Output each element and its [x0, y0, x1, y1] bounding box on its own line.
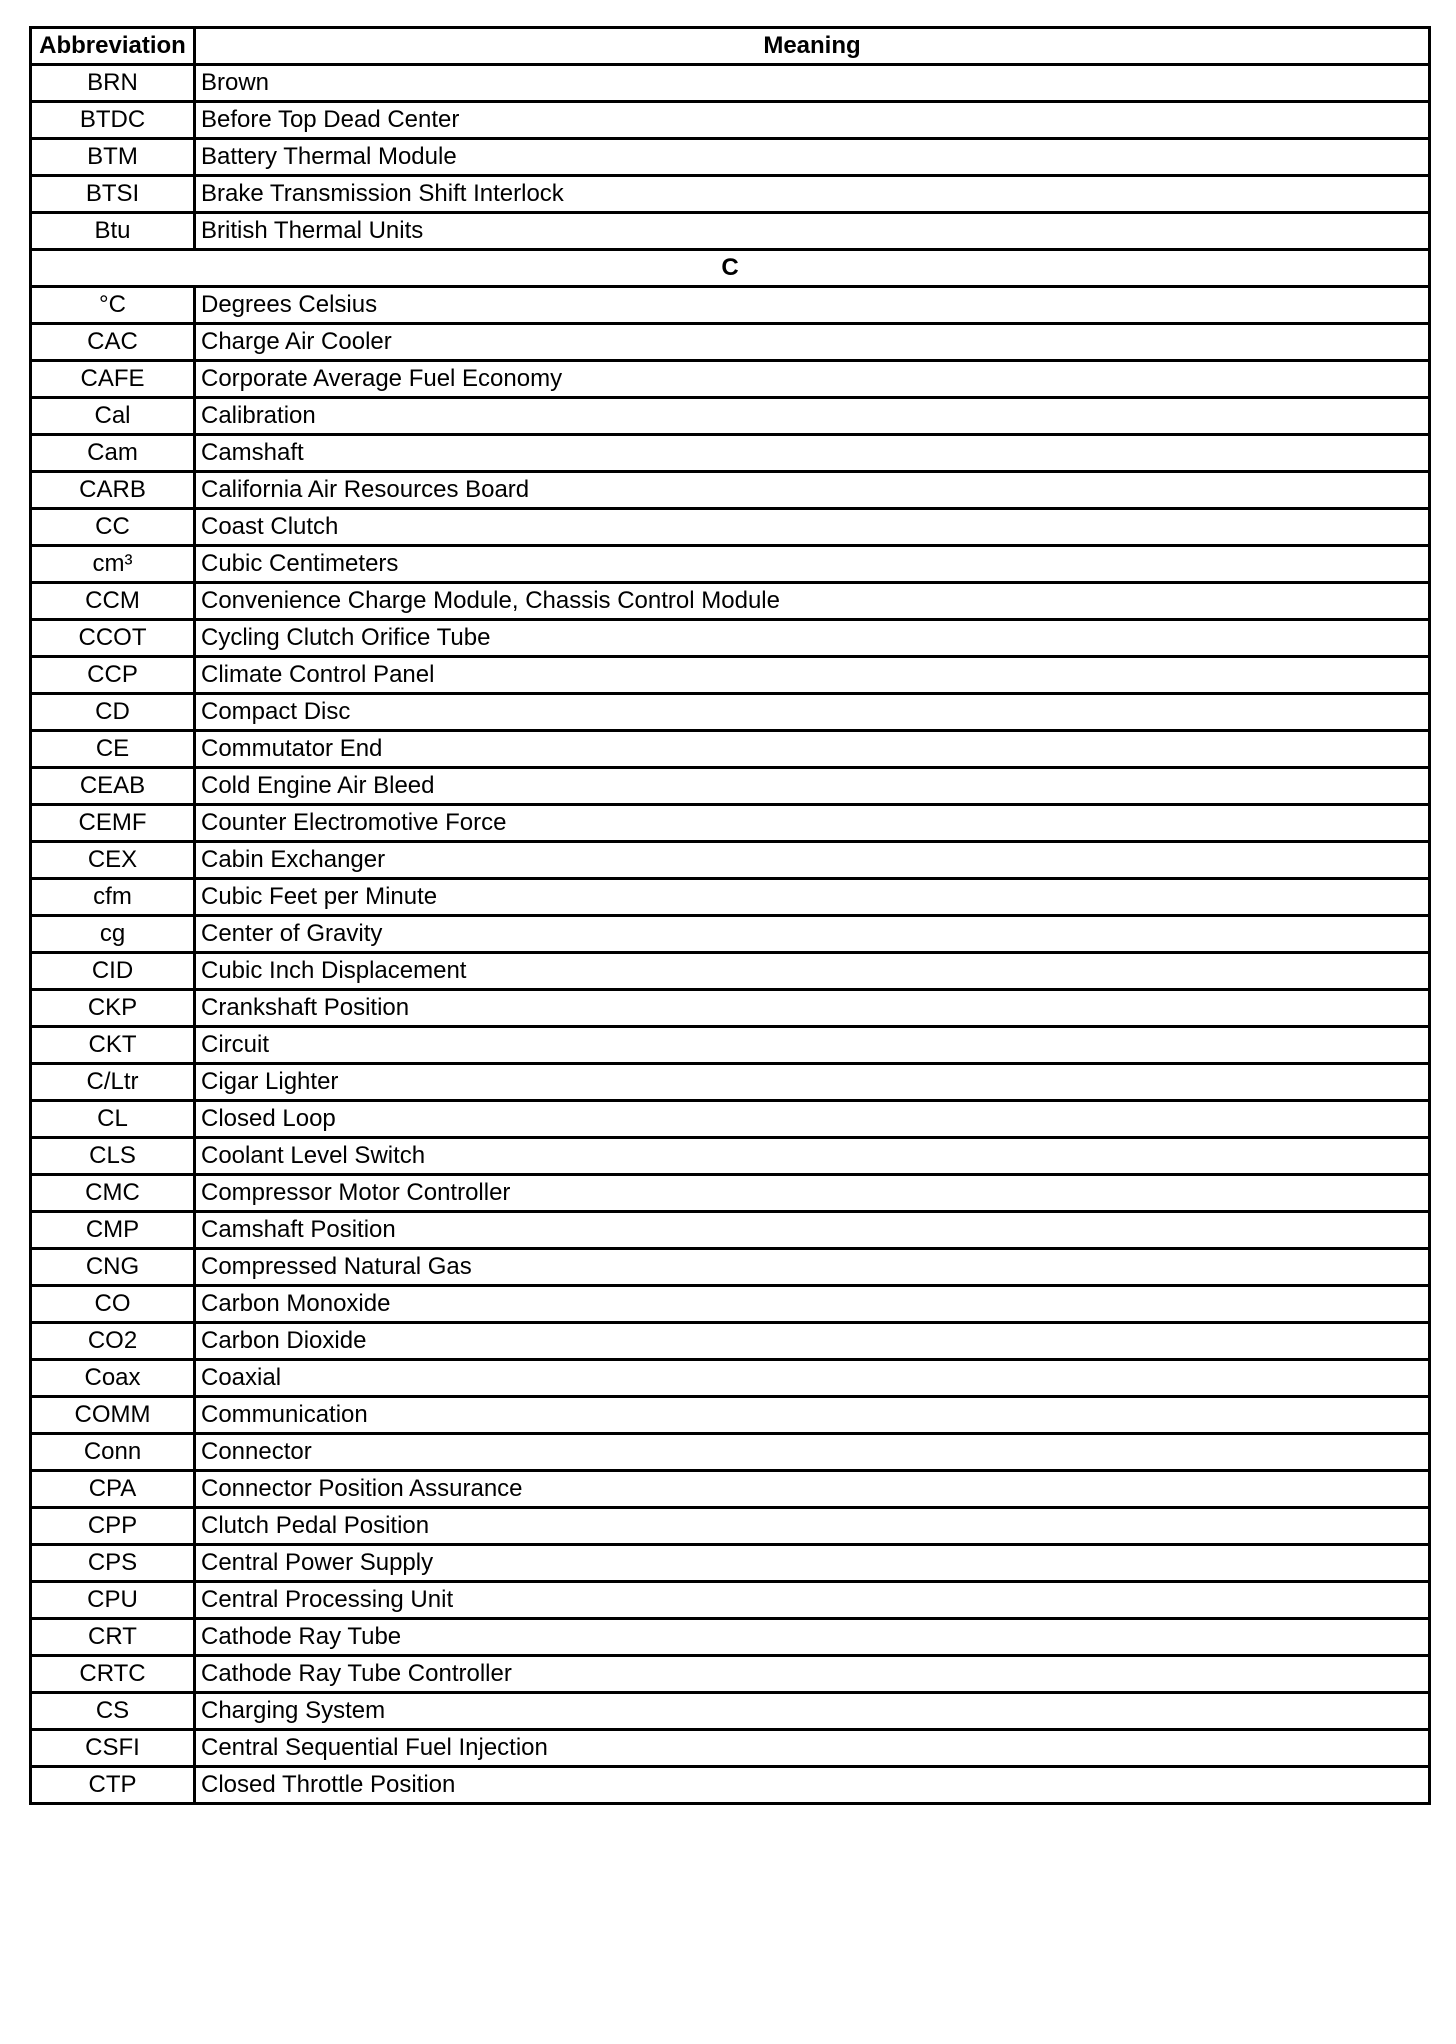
meaning-cell: Connector Position Assurance	[195, 1471, 1430, 1508]
meaning-cell: Cubic Inch Displacement	[195, 953, 1430, 990]
table-row	[31, 1656, 1430, 1693]
meaning-cell: Closed Loop	[195, 1101, 1430, 1138]
abbreviation-cell: CCOT	[31, 620, 195, 657]
meaning-cell: Cigar Lighter	[195, 1064, 1430, 1101]
table-row	[31, 805, 1430, 842]
abbreviation-cell: CC	[31, 509, 195, 546]
abbreviation-cell: cg	[31, 916, 195, 953]
abbreviation-cell: CKT	[31, 1027, 195, 1064]
abbreviation-cell: CKP	[31, 990, 195, 1027]
meaning-cell: Cabin Exchanger	[195, 842, 1430, 879]
table-row	[31, 1138, 1430, 1175]
table-row	[31, 1286, 1430, 1323]
meaning-cell: Cold Engine Air Bleed	[195, 768, 1430, 805]
abbreviation-cell: CCP	[31, 657, 195, 694]
meaning-cell: Counter Electromotive Force	[195, 805, 1430, 842]
abbreviation-cell: CL	[31, 1101, 195, 1138]
abbreviation-cell: CEAB	[31, 768, 195, 805]
abbreviation-cell: CCM	[31, 583, 195, 620]
abbreviation-cell: CRT	[31, 1619, 195, 1656]
header-abbreviation: Abbreviation	[31, 28, 195, 65]
abbreviation-cell: CMP	[31, 1212, 195, 1249]
table-row	[31, 1434, 1430, 1471]
table-row	[31, 953, 1430, 990]
table-row	[31, 657, 1430, 694]
abbreviation-cell: CARB	[31, 472, 195, 509]
meaning-cell: Circuit	[195, 1027, 1430, 1064]
table-row	[31, 509, 1430, 546]
abbreviation-cell: BTSI	[31, 176, 195, 213]
table-row	[31, 731, 1430, 768]
table-row	[31, 1027, 1430, 1064]
meaning-cell: Cycling Clutch Orifice Tube	[195, 620, 1430, 657]
meaning-cell: Calibration	[195, 398, 1430, 435]
meaning-cell: Cubic Feet per Minute	[195, 879, 1430, 916]
table-row	[31, 1508, 1430, 1545]
abbreviation-cell: cm³	[31, 546, 195, 583]
meaning-cell: Compact Disc	[195, 694, 1430, 731]
table-row	[31, 435, 1430, 472]
abbreviation-cell: CS	[31, 1693, 195, 1730]
table-row	[31, 213, 1430, 250]
meaning-cell: Degrees Celsius	[195, 287, 1430, 324]
abbreviation-cell: BTM	[31, 139, 195, 176]
meaning-cell: Cubic Centimeters	[195, 546, 1430, 583]
meaning-cell: Carbon Monoxide	[195, 1286, 1430, 1323]
table-row	[31, 842, 1430, 879]
table-row	[31, 583, 1430, 620]
abbreviation-cell: CNG	[31, 1249, 195, 1286]
meaning-cell: Coaxial	[195, 1360, 1430, 1397]
meaning-cell: Central Processing Unit	[195, 1582, 1430, 1619]
meaning-cell: Central Power Supply	[195, 1545, 1430, 1582]
abbreviation-cell: CE	[31, 731, 195, 768]
table-row	[31, 176, 1430, 213]
meaning-cell: Crankshaft Position	[195, 990, 1430, 1027]
abbreviation-cell: BRN	[31, 65, 195, 102]
table-row	[31, 1730, 1430, 1767]
meaning-cell: Central Sequential Fuel Injection	[195, 1730, 1430, 1767]
meaning-cell: Carbon Dioxide	[195, 1323, 1430, 1360]
abbreviation-cell: CO2	[31, 1323, 195, 1360]
table-row	[31, 546, 1430, 583]
table-row	[31, 398, 1430, 435]
table-row	[31, 1693, 1430, 1730]
table-row	[31, 1323, 1430, 1360]
table-row	[31, 1582, 1430, 1619]
abbreviation-cell: COMM	[31, 1397, 195, 1434]
meaning-cell: Corporate Average Fuel Economy	[195, 361, 1430, 398]
abbreviation-cell: CRTC	[31, 1656, 195, 1693]
meaning-cell: Battery Thermal Module	[195, 139, 1430, 176]
meaning-cell: Center of Gravity	[195, 916, 1430, 953]
abbreviation-cell: CEMF	[31, 805, 195, 842]
table-row	[31, 1101, 1430, 1138]
meaning-cell: Compressor Motor Controller	[195, 1175, 1430, 1212]
abbreviation-cell: CPU	[31, 1582, 195, 1619]
table-row	[31, 916, 1430, 953]
meaning-cell: Connector	[195, 1434, 1430, 1471]
meaning-cell: Coast Clutch	[195, 509, 1430, 546]
meaning-cell: British Thermal Units	[195, 213, 1430, 250]
abbreviation-table	[29, 26, 1431, 1805]
meaning-cell: Coolant Level Switch	[195, 1138, 1430, 1175]
table-row	[31, 324, 1430, 361]
abbreviation-cell: Btu	[31, 213, 195, 250]
meaning-cell: Camshaft	[195, 435, 1430, 472]
table-row	[31, 620, 1430, 657]
table-row	[31, 1767, 1430, 1804]
table-row	[31, 1545, 1430, 1582]
abbreviation-cell: CPS	[31, 1545, 195, 1582]
table-row	[31, 1175, 1430, 1212]
abbreviation-cell: CAFE	[31, 361, 195, 398]
abbreviation-cell: C/Ltr	[31, 1064, 195, 1101]
abbreviation-cell: CAC	[31, 324, 195, 361]
table-row	[31, 102, 1430, 139]
abbreviation-cell: CPA	[31, 1471, 195, 1508]
abbreviation-cell: CMC	[31, 1175, 195, 1212]
table-row	[31, 65, 1430, 102]
table-body	[31, 65, 1430, 1804]
abbreviation-cell: Conn	[31, 1434, 195, 1471]
meaning-cell: Closed Throttle Position	[195, 1767, 1430, 1804]
table-row	[31, 768, 1430, 805]
meaning-cell: Brake Transmission Shift Interlock	[195, 176, 1430, 213]
abbreviation-cell: Coax	[31, 1360, 195, 1397]
table-row	[31, 879, 1430, 916]
table-row	[31, 1471, 1430, 1508]
abbreviation-cell: cfm	[31, 879, 195, 916]
table-row	[31, 1619, 1430, 1656]
abbreviation-cell: BTDC	[31, 102, 195, 139]
meaning-cell: Charge Air Cooler	[195, 324, 1430, 361]
meaning-cell: Commutator End	[195, 731, 1430, 768]
abbreviation-cell: CTP	[31, 1767, 195, 1804]
abbreviation-cell: CEX	[31, 842, 195, 879]
meaning-cell: Cathode Ray Tube	[195, 1619, 1430, 1656]
table-row	[31, 1212, 1430, 1249]
table-row	[31, 1360, 1430, 1397]
table-row	[31, 1064, 1430, 1101]
meaning-cell: Climate Control Panel	[195, 657, 1430, 694]
meaning-cell: Camshaft Position	[195, 1212, 1430, 1249]
abbreviation-cell: Cam	[31, 435, 195, 472]
abbreviation-cell: CSFI	[31, 1730, 195, 1767]
section-letter: C	[31, 250, 1430, 287]
table-row	[31, 361, 1430, 398]
table-row	[31, 1397, 1430, 1434]
table-row	[31, 990, 1430, 1027]
meaning-cell: Brown	[195, 65, 1430, 102]
meaning-cell: Charging System	[195, 1693, 1430, 1730]
abbreviation-cell: Cal	[31, 398, 195, 435]
table-row	[31, 1249, 1430, 1286]
meaning-cell: Communication	[195, 1397, 1430, 1434]
meaning-cell: Before Top Dead Center	[195, 102, 1430, 139]
table-row	[31, 139, 1430, 176]
header-meaning: Meaning	[195, 28, 1430, 65]
abbreviation-cell: CO	[31, 1286, 195, 1323]
meaning-cell: Convenience Charge Module, Chassis Control Module	[195, 583, 1430, 620]
table-row	[31, 287, 1430, 324]
table-row	[31, 472, 1430, 509]
abbreviation-cell: CID	[31, 953, 195, 990]
meaning-cell: Compressed Natural Gas	[195, 1249, 1430, 1286]
abbreviation-cell: CD	[31, 694, 195, 731]
section-row	[31, 250, 1430, 287]
meaning-cell: California Air Resources Board	[195, 472, 1430, 509]
abbreviation-cell: CPP	[31, 1508, 195, 1545]
meaning-cell: Clutch Pedal Position	[195, 1508, 1430, 1545]
table-row	[31, 694, 1430, 731]
abbreviation-cell: CLS	[31, 1138, 195, 1175]
meaning-cell: Cathode Ray Tube Controller	[195, 1656, 1430, 1693]
abbreviation-cell: °C	[31, 287, 195, 324]
table-header-row	[31, 28, 1430, 65]
